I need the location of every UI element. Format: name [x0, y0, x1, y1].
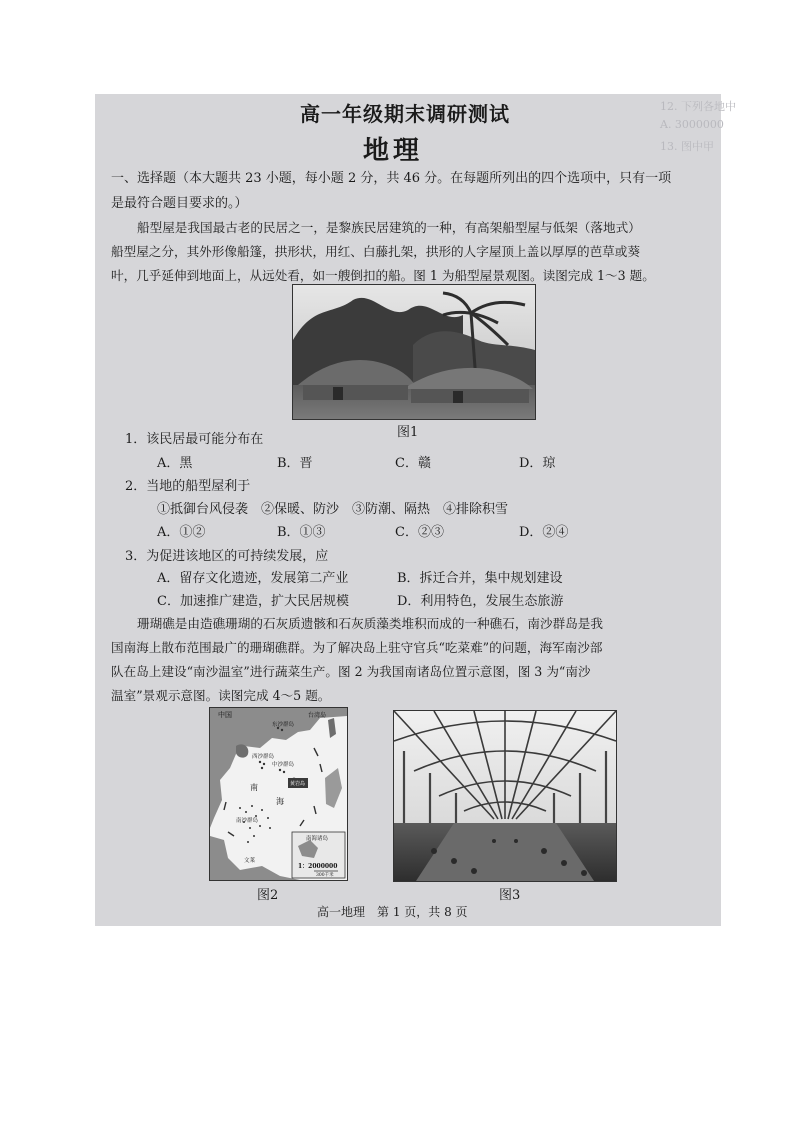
greenhouse-illustration	[394, 711, 616, 881]
question3-stem: 3．为促进该地区的可持续发展，应	[125, 549, 329, 564]
question1-option-a[interactable]: A．黑	[157, 456, 193, 471]
bleed-through-text: A. 3000000	[660, 118, 724, 131]
question2-option-c[interactable]: C．②③	[395, 525, 444, 540]
exam-title: 高一年级期末调研测试	[300, 102, 510, 126]
question2-choices: ①抵御台风侵袭 ②保暖、防沙 ③防潮、隔热 ④排除积雪	[157, 502, 509, 517]
question1-option-c[interactable]: C．赣	[395, 456, 431, 471]
section-heading-line1: 一、选择题（本大题共 23 小题，每小题 2 分，共 46 分。在每题所列出的四个选项中，只有一项	[111, 171, 672, 186]
greenhouse-photo	[393, 710, 617, 882]
page-footer: 高一地理 第 1 页，共 8 页	[317, 905, 468, 919]
section-heading-line2: 是最符合题目要求的。）	[111, 196, 248, 211]
passage2-line1: 珊瑚礁是由造礁珊瑚的石灰质遗骸和石灰质藻类堆积而成的一种礁石，南沙群岛是我	[137, 616, 603, 631]
question2-option-a[interactable]: A．①②	[157, 525, 206, 540]
map-label-xisha: 西沙群岛	[252, 754, 275, 760]
map-label-nan: 南	[250, 783, 258, 792]
question1-option-d[interactable]: D．琼	[519, 456, 556, 471]
exam-page	[95, 94, 736, 926]
map-label-nansha: 南沙群岛	[236, 818, 259, 824]
figure2-caption: 图2	[257, 888, 279, 903]
question3-option-a[interactable]: A．留存文化遗迹，发展第二产业	[157, 571, 349, 586]
bleed-through-text: 13. 图中甲	[660, 140, 714, 153]
passage2-line3: 队在岛上建设“南沙温室”进行蔬菜生产。图 2 为我国南诸岛位置示意图，图 3 为“南沙	[111, 664, 591, 679]
map-label-huangyan: 黄岩岛	[290, 781, 306, 787]
map-scale-km: 300千米	[316, 873, 334, 878]
question1-stem: 1．该民居最可能分布在	[125, 432, 264, 447]
question1-option-b[interactable]: B．晋	[277, 456, 313, 471]
map-label-taiwan: 台湾岛	[308, 712, 327, 719]
map-label-hai: 海	[276, 797, 284, 806]
passage1-line2: 船型屋之分，其外形像船篷，拱形状，用红、白藤扎架，拱形的人字屋顶上盖以厚厚的芭草或葵	[111, 244, 640, 259]
passage1-line1: 船型屋是我国最古老的民居之一，是黎族民居建筑的一种，有高架船型屋与低架（落地式）	[137, 220, 641, 235]
figure3-caption: 图3	[499, 888, 521, 903]
question2-option-d[interactable]: D．②④	[519, 525, 569, 540]
bleed-through-text: 12. 下列各地中	[660, 100, 736, 113]
question2-option-b[interactable]: B．①③	[277, 525, 326, 540]
question3-option-c[interactable]: C．加速推广建造，扩大民居规模	[157, 594, 349, 609]
question3-option-d[interactable]: D．利用特色，发展生态旅游	[397, 594, 564, 609]
map-label-china: 中国	[218, 711, 232, 719]
map-legend-title: 南海诸岛	[306, 836, 329, 842]
subject-title: 地理	[363, 136, 424, 166]
question2-stem: 2．当地的船型屋利于	[125, 479, 251, 494]
map-label-wenlai: 文莱	[244, 858, 256, 864]
passage1-line3: 叶，几乎延伸到地面上，从远处看，如一艘倒扣的船。图 1 为船型屋景观图。读图完成 1～3 题。	[111, 268, 655, 283]
passage2-line4: 温室”景观示意图。读图完成 4～5 题。	[111, 688, 331, 703]
map-label-dongsha: 东沙群岛	[272, 722, 295, 728]
passage2-line2: 国南海上散布范围最广的珊瑚礁群。为了解决岛上驻守官兵“吃菜难”的问题，海军南沙部	[111, 640, 603, 655]
south-china-sea-map	[209, 707, 348, 881]
map-scale: 1：2000000	[298, 863, 338, 870]
map-illustration	[210, 708, 347, 880]
boat-house-photo	[292, 284, 536, 420]
map-label-zhongsha: 中沙群岛	[272, 762, 295, 768]
boat-house-illustration	[293, 285, 535, 419]
figure1-caption: 图1	[397, 425, 419, 440]
question3-option-b[interactable]: B．拆迁合并，集中规划建设	[397, 571, 563, 586]
